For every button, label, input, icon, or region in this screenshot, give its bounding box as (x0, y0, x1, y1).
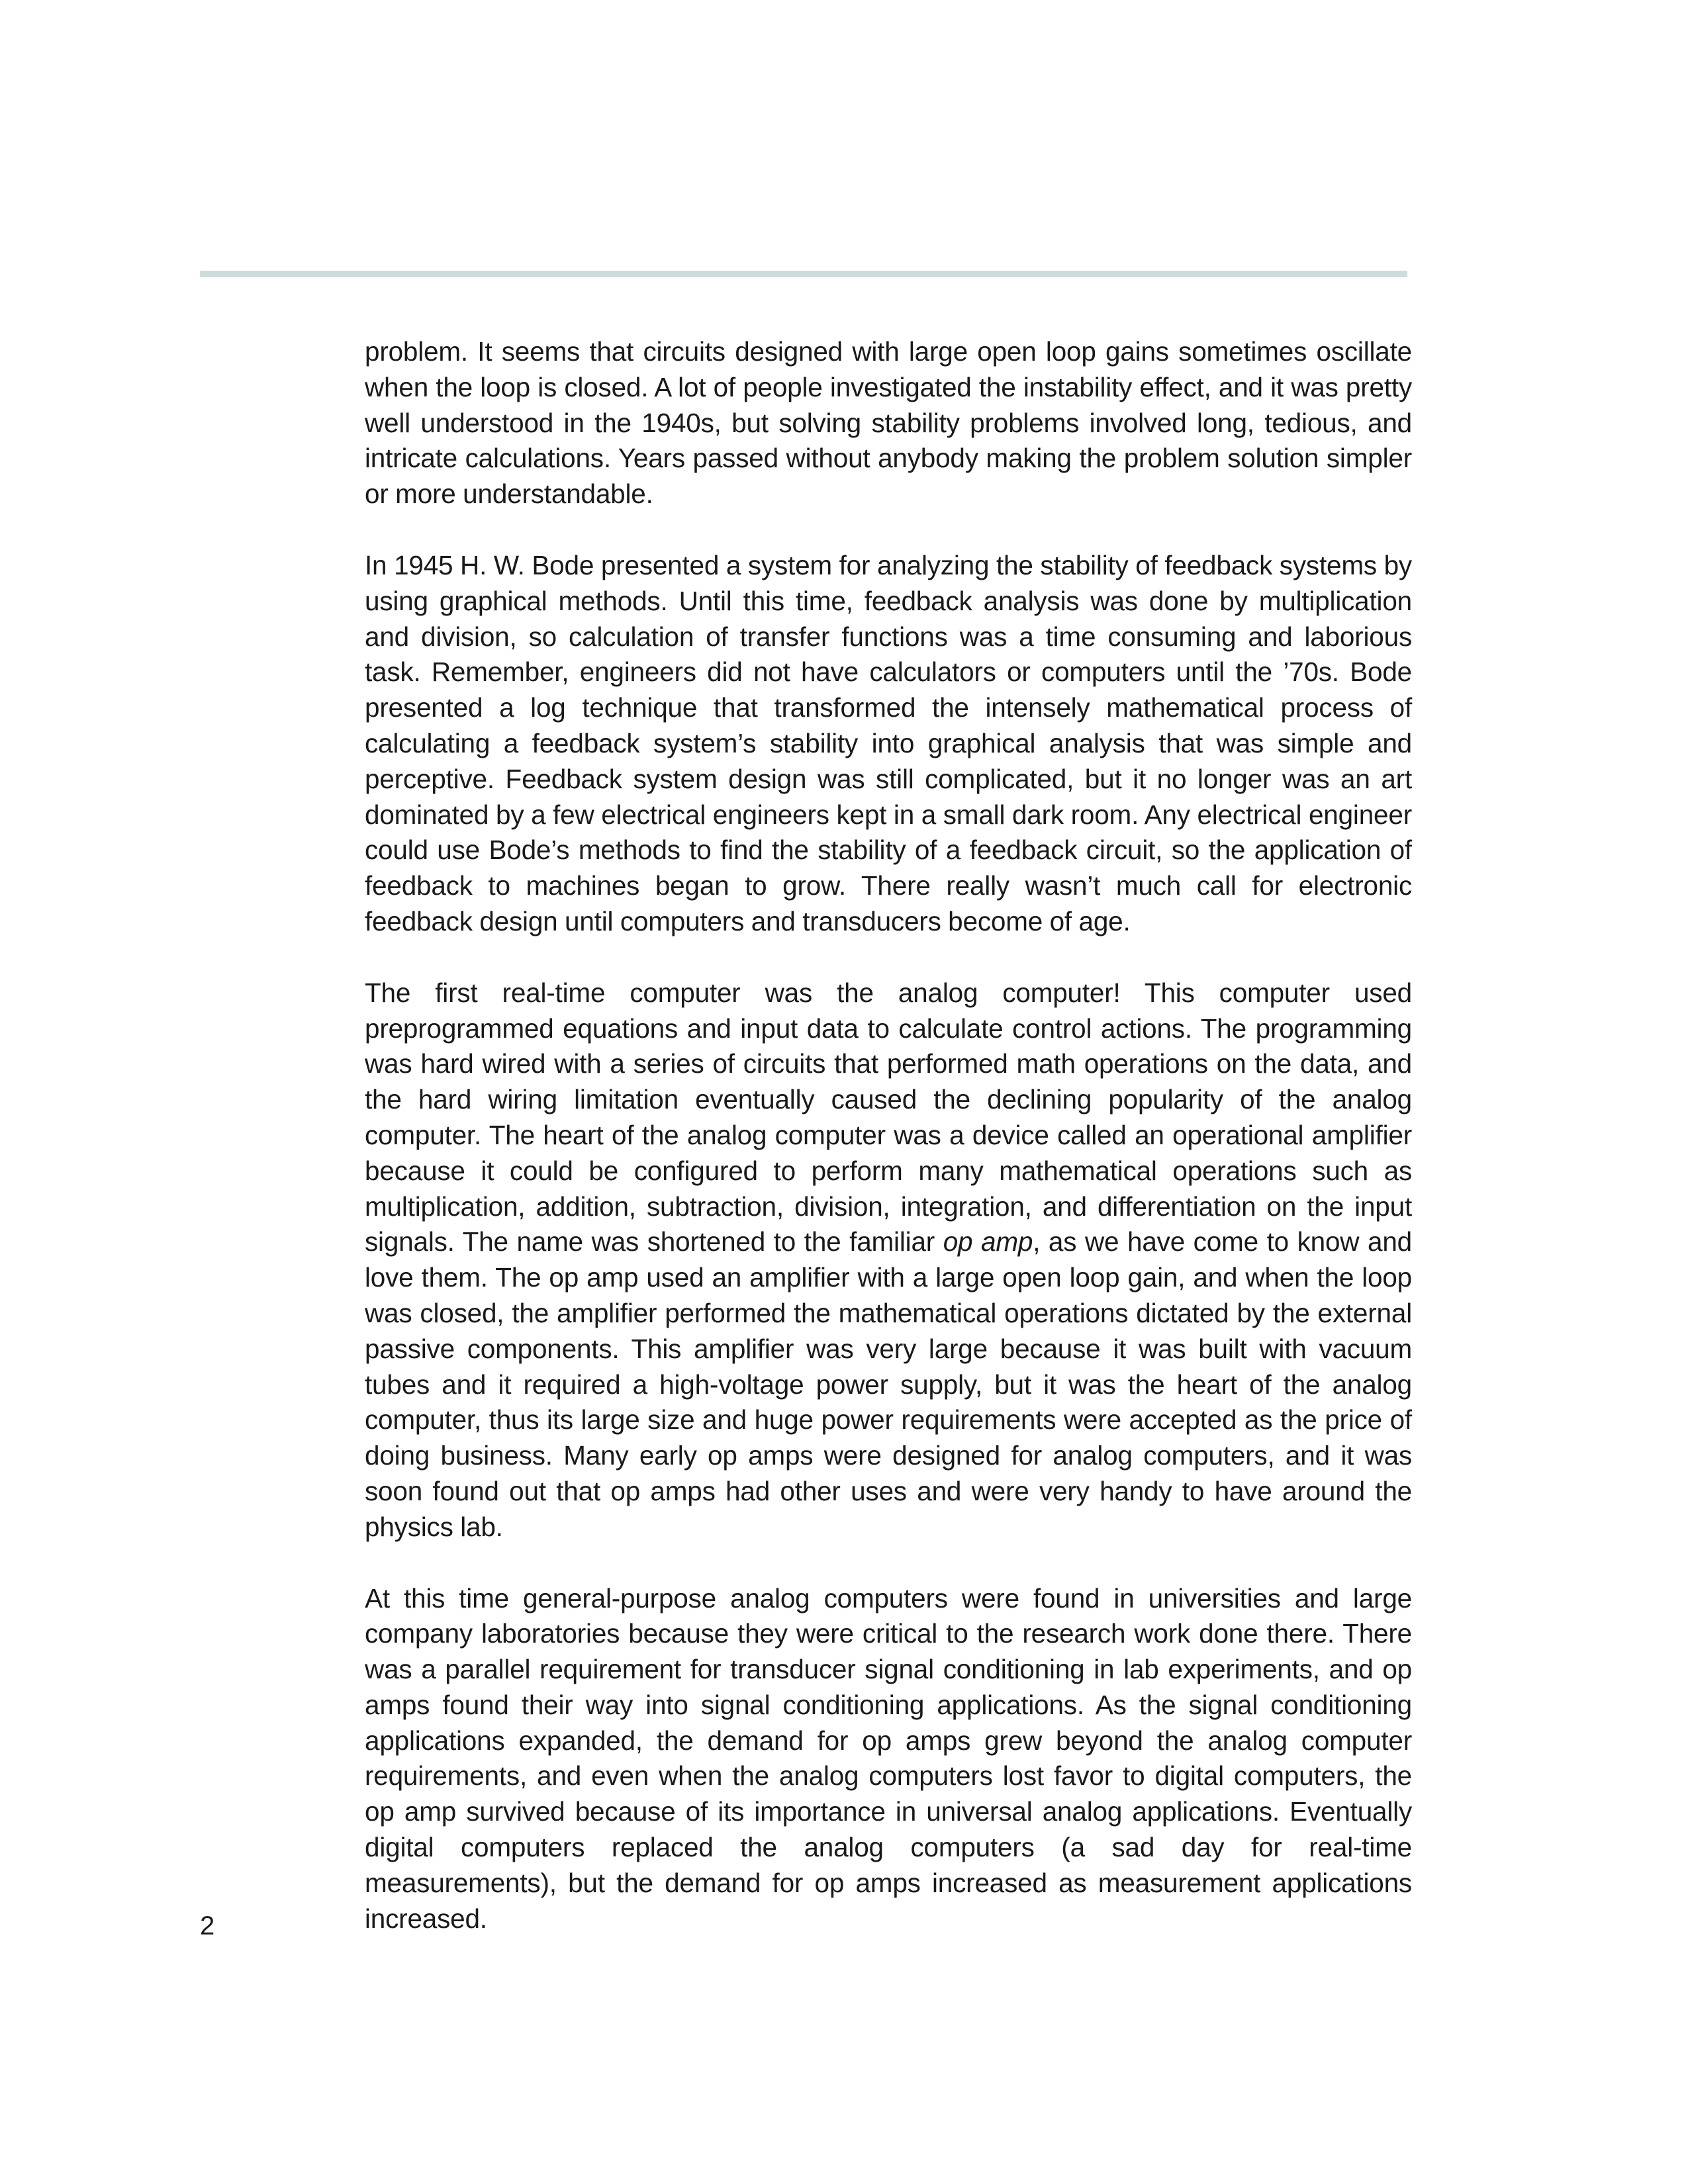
op-amp-emphasis: op amp (943, 1226, 1033, 1257)
paragraph-analog-computer-part-2: , as we have come to know and love them. The op amp used an amplifier with a large open loop gain, and when the loop was closed, the amplifier performed the mathematical operations dictated by the external passive components. This amplifier was very large because it was built with vacuum tubes and it required a high-voltage power supply, but it was the heart of the analog computer, thus its large size and huge power requirements were accepted as the price of doing business. Many early op amps were designed for analog computers, and it was soon found out that op amps had other uses and were very handy to have around the physics lab. (365, 1226, 1412, 1542)
paragraph-bode-method: In 1945 H. W. Bode presented a system for analyzing the stability of feedback systems by using graphical methods. Until this time, feedback analysis was done by multiplication and division, so calculation of transfer functions was a time consuming and laborious task. Remember, engineers did not have calculators or computers until the ’70s. Bode presented a log technique that transformed the intensely mathematical process of calculating a feedback system’s stability into graphical analysis that was simple and perceptive. Feedback system design was still complicated, but it no longer was an art dominated by a few electrical engineers kept in a small dark room. Any electrical engineer could use Bode’s methods to find the stability of a feedback circuit, so the application of feedback to machines began to grow. There really wasn’t much call for electronic feedback design until computers and transducers become of age. (365, 549, 1412, 936)
paragraph-analog-computer-part-1: The first real-time computer was the analog computer! This computer used preprogrammed equations and input data to calculate control actions. The programming was hard wired with a series of circuits that performed math operations on the data, and the hard wiring limitation eventually caused the declining popularity of the analog computer. The heart of the analog computer was a device called an operational amplifier because it could be configured to perform many mathematical operations such as multiplication, addition, subtraction, division, integration, and differentiation on the input signals. The name was shortened to the familiar (365, 977, 1412, 1257)
paragraph-stability-problem: problem. It seems that circuits designed with large open loop gains sometimes oscillate when the loop is closed. A lot of people investigated the instability effect, and it was pretty well understood in the 1940s, but solving stability problems involved long, tedious, and intricate calculations. Years passed without anybody making the problem solution simpler or more understandable. (365, 336, 1412, 510)
paragraph-analog-computer (365, 976, 1412, 1545)
header-rule (200, 271, 1407, 277)
page-number: 2 (200, 1911, 215, 1940)
paragraph-signal-conditioning: At this time general-purpose analog computers were found in universities and large company laboratories because they were critical to the research work done there. There was a parallel requirement for transducer signal conditioning in lab experiments, and op amps found their way into signal conditioning applications. As the signal conditioning applications expanded, the demand for op amps grew beyond the analog computer requirements, and even when the analog computers lost favor to digital computers, the op amp survived because of its importance in universal analog applications. Eventually digital computers replaced the analog computers (a sad day for real-time measurements), but the demand for op amps increased as measurement applications increased. (365, 1582, 1412, 1934)
body-text (365, 334, 1412, 1936)
